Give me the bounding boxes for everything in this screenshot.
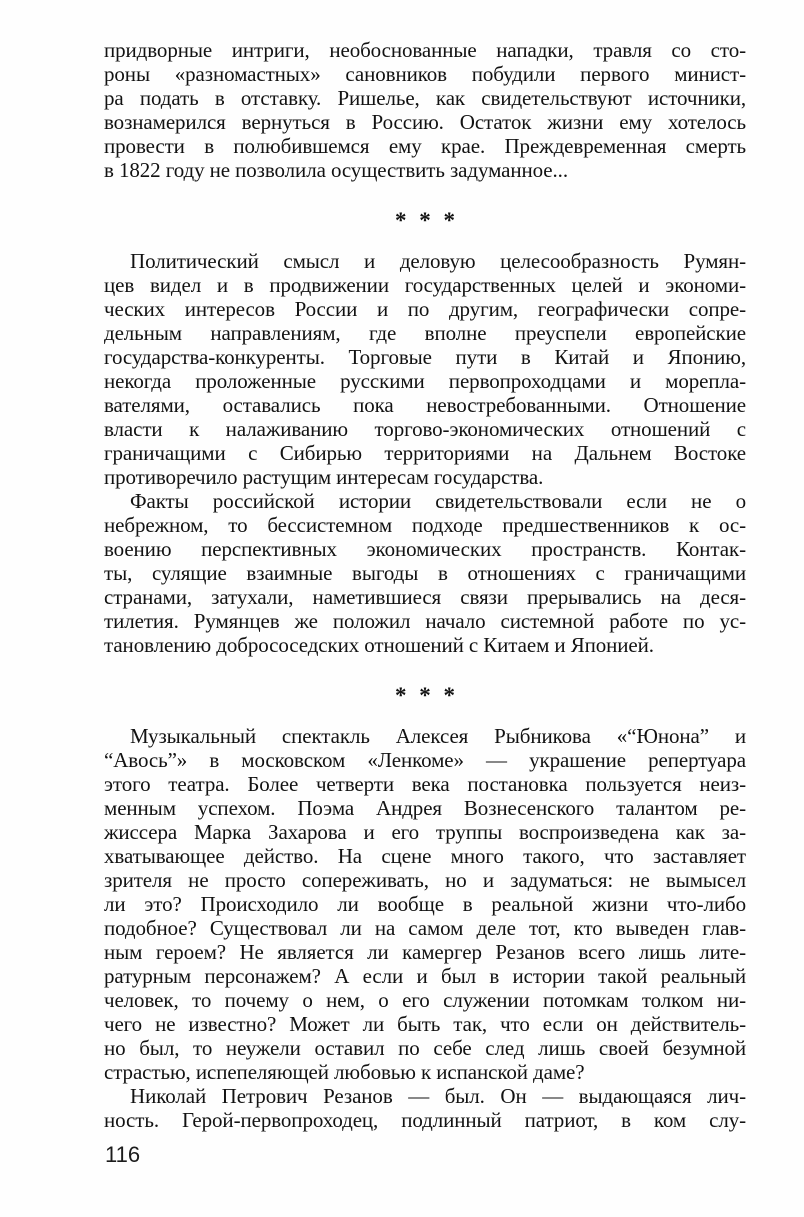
- text-line: провести в полюбившемся ему крае. Преждевременная смерть: [104, 134, 746, 158]
- section-separator: * * *: [395, 208, 455, 233]
- paragraph: [104, 724, 746, 1084]
- text-line: Николай Петрович Резанов — был. Он — выдающаяся лич-: [130, 1084, 746, 1108]
- text-line: граничащими с Сибирью территориями на Дальнем Востоке: [104, 441, 746, 465]
- text-line: государства-конкуренты. Торговые пути в Китай и Японию,: [104, 345, 746, 369]
- text-line: но был, то неужели оставил по себе след лишь своей безумной: [104, 1036, 746, 1060]
- text-line: придворные интриги, необоснованные нападки, травля со сто-: [104, 38, 746, 62]
- text-line: ческих интересов России и по другим, географически сопре-: [104, 297, 746, 321]
- text-line: чего не известно? Может ли быть так, что если он действитель-: [104, 1012, 746, 1036]
- text-block: [104, 38, 746, 1132]
- text-line: ты, сулящие взаимные выгоды в отношениях с граничащими: [104, 561, 746, 585]
- text-line: Музыкальный спектакль Алексея Рыбникова «“Юнона” и: [130, 724, 746, 748]
- text-line: ным героем? Не является ли камергер Резанов всего лишь лите-: [104, 940, 746, 964]
- text-line: жиссера Марка Захарова и его труппы воспроизведена как за-: [104, 820, 746, 844]
- text-line: менным успехом. Поэма Андрея Вознесенского талантом ре-: [104, 796, 746, 820]
- text-line: цев видел и в продвижении государственных целей и экономи-: [104, 273, 746, 297]
- text-line: роны «разномастных» сановников побудили первого минист-: [104, 62, 746, 86]
- text-line: ность. Герой-первопроходец, подлинный патриот, в ком слу-: [104, 1108, 746, 1132]
- paragraph: [104, 489, 746, 657]
- section-separator: * * *: [395, 683, 455, 708]
- text-line: человек, то почему о нем, о его служении потомкам толком ни-: [104, 988, 746, 1012]
- text-line: этого театра. Более четверти века постановка пользуется неиз-: [104, 772, 746, 796]
- paragraph: [104, 1084, 746, 1132]
- text-line: ра подать в отставку. Ришелье, как свидетельствуют источники,: [104, 86, 746, 110]
- text-line: власти к налаживанию торгово-экономических отношений с: [104, 417, 746, 441]
- text-line: в 1822 году не позволила осуществить задуманное...: [104, 158, 568, 182]
- text-line: вателями, оставались пока невостребованными. Отношение: [104, 393, 746, 417]
- text-line: небрежном, то бессистемном подходе предшественников к ос-: [104, 513, 746, 537]
- text-line: странами, затухали, наметившиеся связи прерывались на деся-: [104, 585, 746, 609]
- text-line: некогда проложенные русскими первопроходцами и морепла-: [104, 369, 746, 393]
- paragraph: [104, 249, 746, 489]
- text-line: подобное? Существовал ли на самом деле тот, кто выведен глав-: [104, 916, 746, 940]
- text-line: Политический смысл и деловую целесообразность Румян-: [130, 249, 746, 273]
- page-number: 116: [105, 1142, 141, 1167]
- text-line: ли это? Происходило ли вообще в реальной жизни что-либо: [104, 892, 746, 916]
- text-line: Факты российской истории свидетельствовали если не о: [130, 489, 746, 513]
- text-line: воению перспективных экономических пространств. Контак-: [104, 537, 746, 561]
- text-line: противоречило растущим интересам государства.: [104, 465, 544, 489]
- text-line: вознамерился вернуться в Россию. Остаток жизни ему хотелось: [104, 110, 746, 134]
- text-line: дельным направлениям, где вполне преуспели европейские: [104, 321, 746, 345]
- text-line: тилетия. Румянцев же положил начало системной работе по ус-: [104, 609, 746, 633]
- text-line: ратурным персонажем? А если и был в истории такой реальный: [104, 964, 746, 988]
- paragraph: [104, 38, 746, 182]
- text-line: “Авось”» в московском «Ленкоме» — украшение репертуара: [104, 748, 746, 772]
- text-line: тановлению добрососедских отношений с Китаем и Японией.: [104, 633, 654, 657]
- text-line: зрителя не просто сопереживать, но и задуматься: не вымысел: [104, 868, 746, 892]
- text-line: страстью, испепеляющей любовью к испанской даме?: [104, 1060, 585, 1084]
- text-line: хватывающее действо. На сцене много такого, что заставляет: [104, 844, 746, 868]
